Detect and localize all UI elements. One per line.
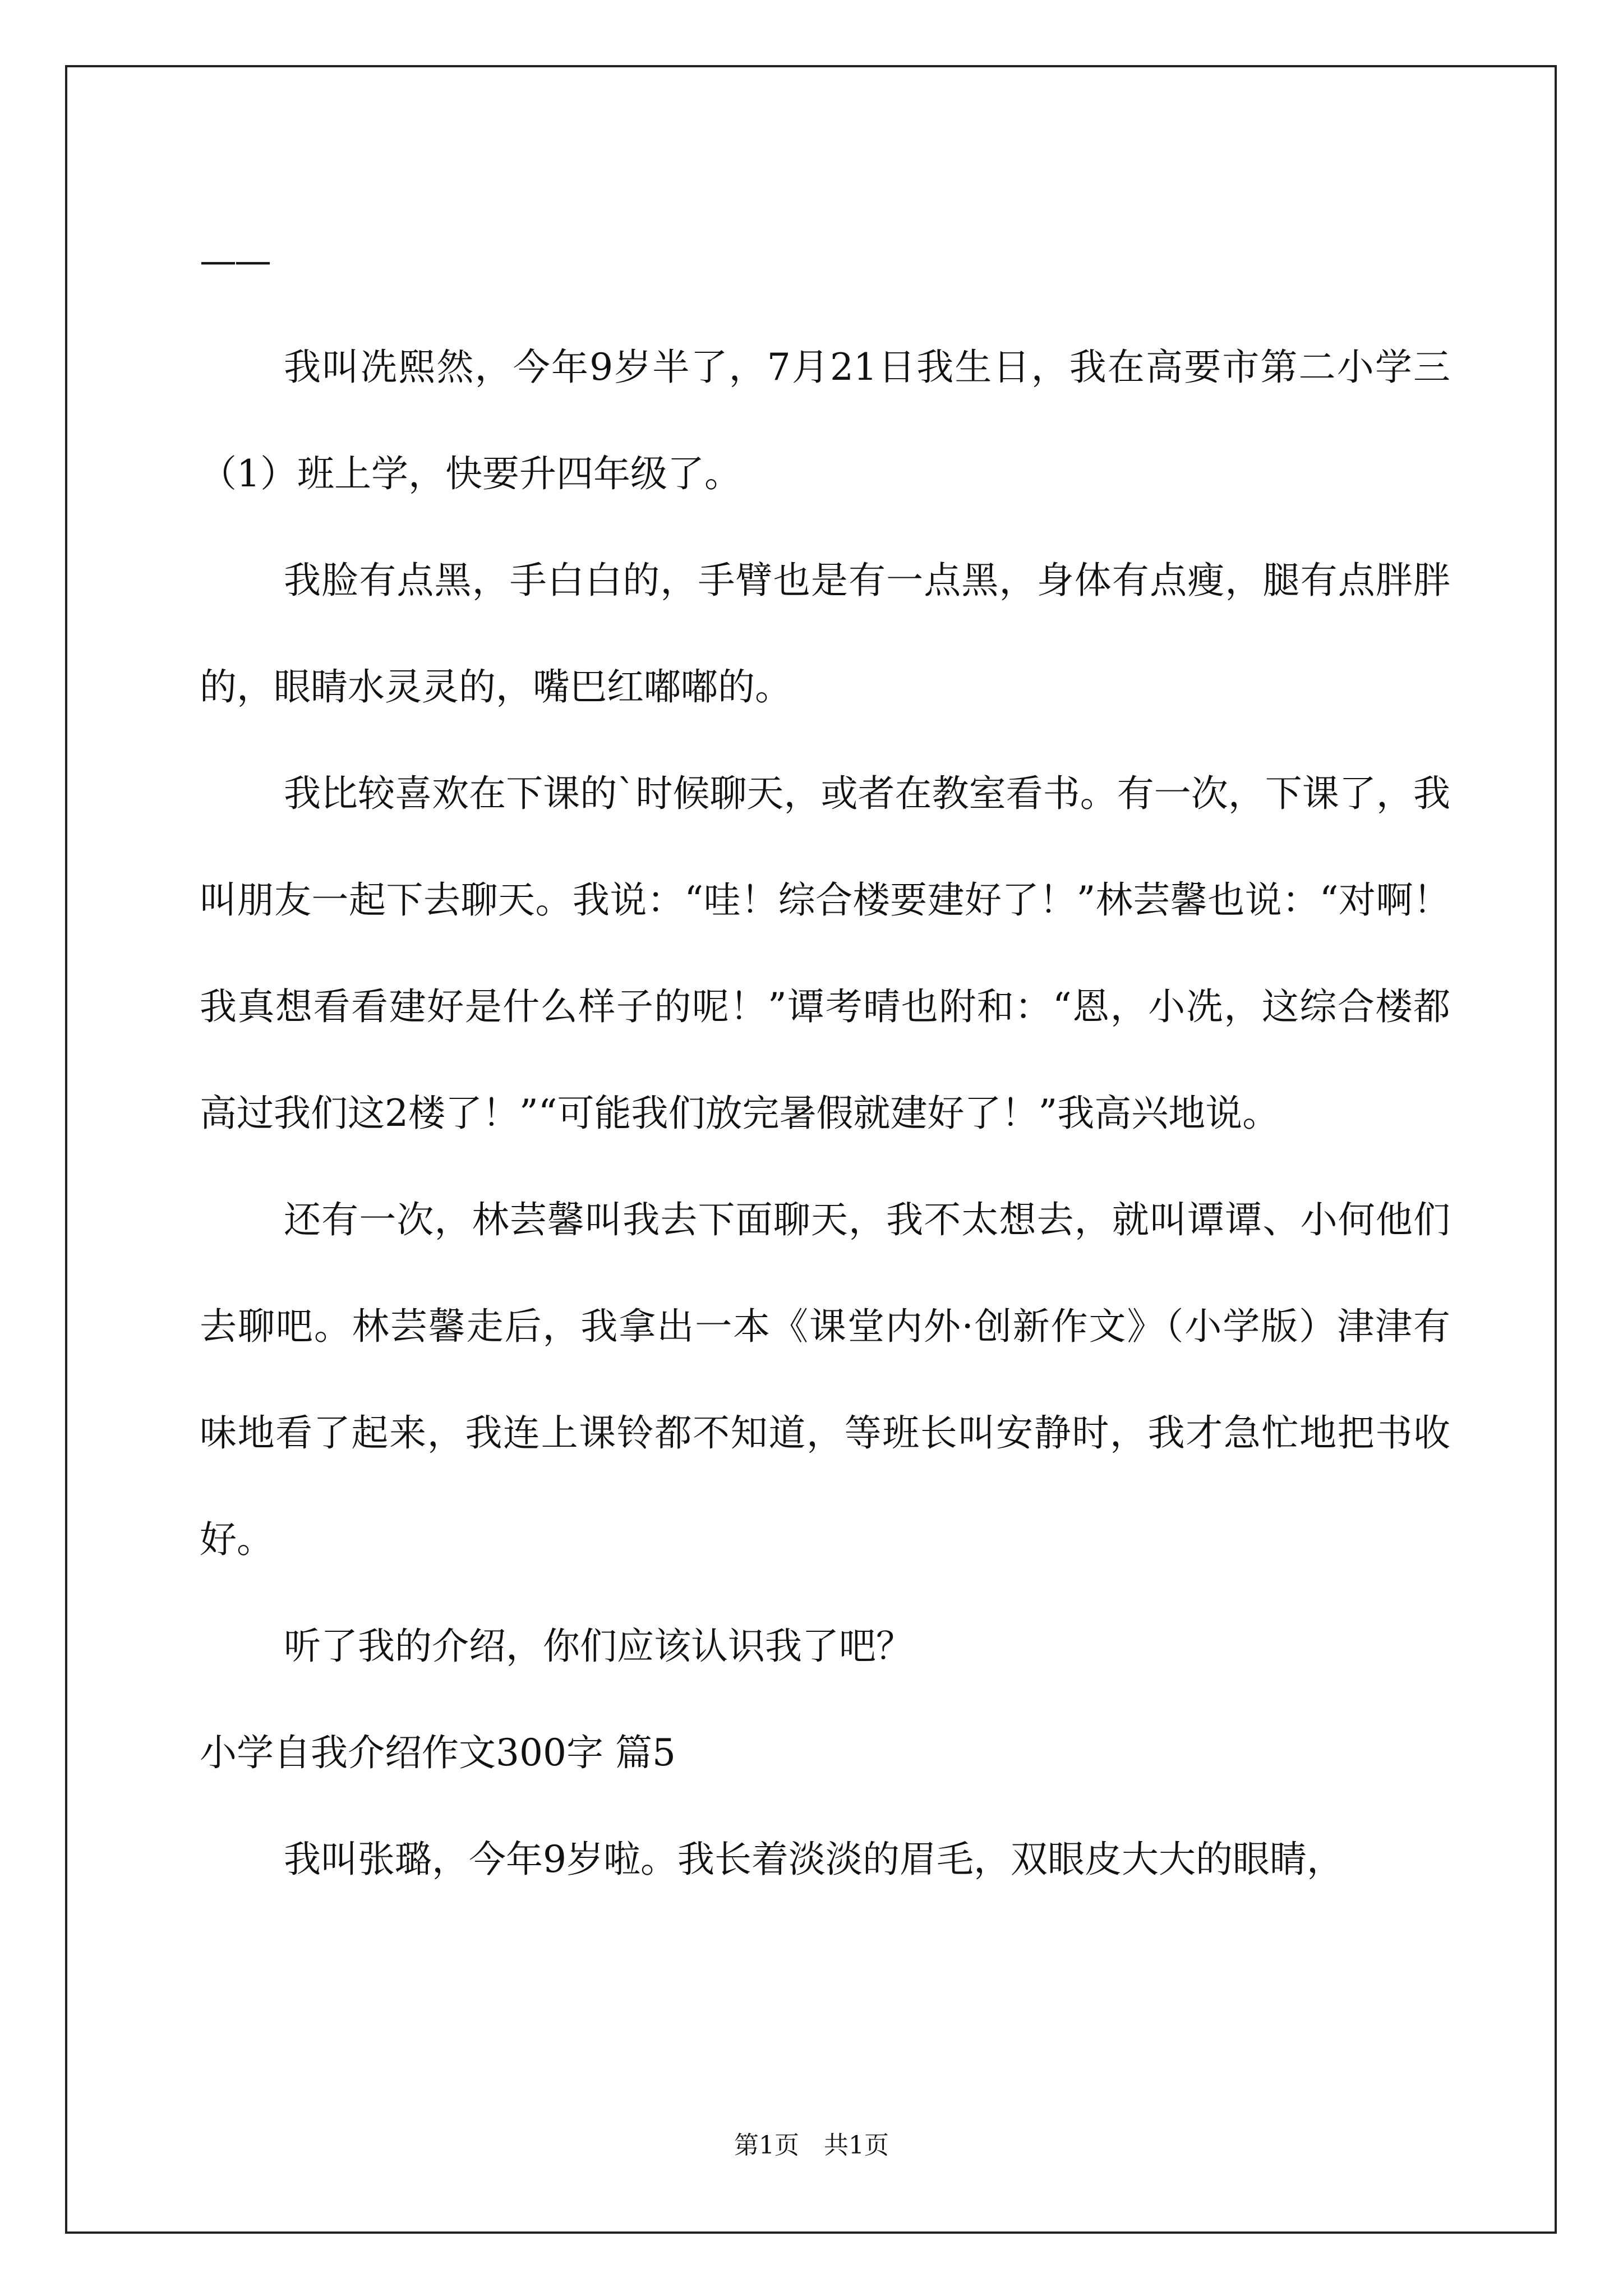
- paragraph-reading-story: 还有一次，林芸馨叫我去下面聊天，我不太想去，就叫谭谭、小何他们去聊吧。林芸馨走后，我拿出一本《课堂内外·创新作文》（小学版）津津有味地看了起来，我连上课铃都不知道，等班长叫安静时，我才急忙地把书收好。: [200, 1198, 1450, 1561]
- section-heading: 小学自我介绍作文300字 篇5: [200, 1731, 676, 1774]
- paragraph-chatting-story: 我比较喜欢在下课的`时候聊天，或者在教室看书。有一次，下课了，我叫朋友一起下去聊天。我说：“哇！综合楼要建好了！”林芸馨也说：“对啊！我真想看看建好是什么样子的呢！”谭考晴也附和：“恩，小冼，这综合楼都高过我们这2楼了！”“可能我们放完暑假就建好了！”我高兴地说。: [200, 772, 1450, 1135]
- paragraph-next-essay: 我叫张璐，今年9岁啦。我长着淡淡的眉毛，双眼皮大大的眼睛，: [284, 1838, 1344, 1881]
- page-number-footer: 第1页 共1页: [734, 2131, 889, 2160]
- dash-line: ——: [200, 239, 269, 282]
- paragraph-appearance: 我脸有点黑，手白白的，手臂也是有一点黑，身体有点瘦，腿有点胖胖的，眼睛水灵灵的，嘴巴红嘟嘟的。: [200, 559, 1450, 708]
- paragraph-intro: 我叫冼熙然，今年9岁半了，7月21日我生日，我在高要市第二小学三（1）班上学，快要升四年级了。: [200, 346, 1450, 495]
- document-body: [200, 208, 1450, 1913]
- paragraph-closing: 听了我的介绍，你们应该认识我了吧？: [284, 1625, 913, 1668]
